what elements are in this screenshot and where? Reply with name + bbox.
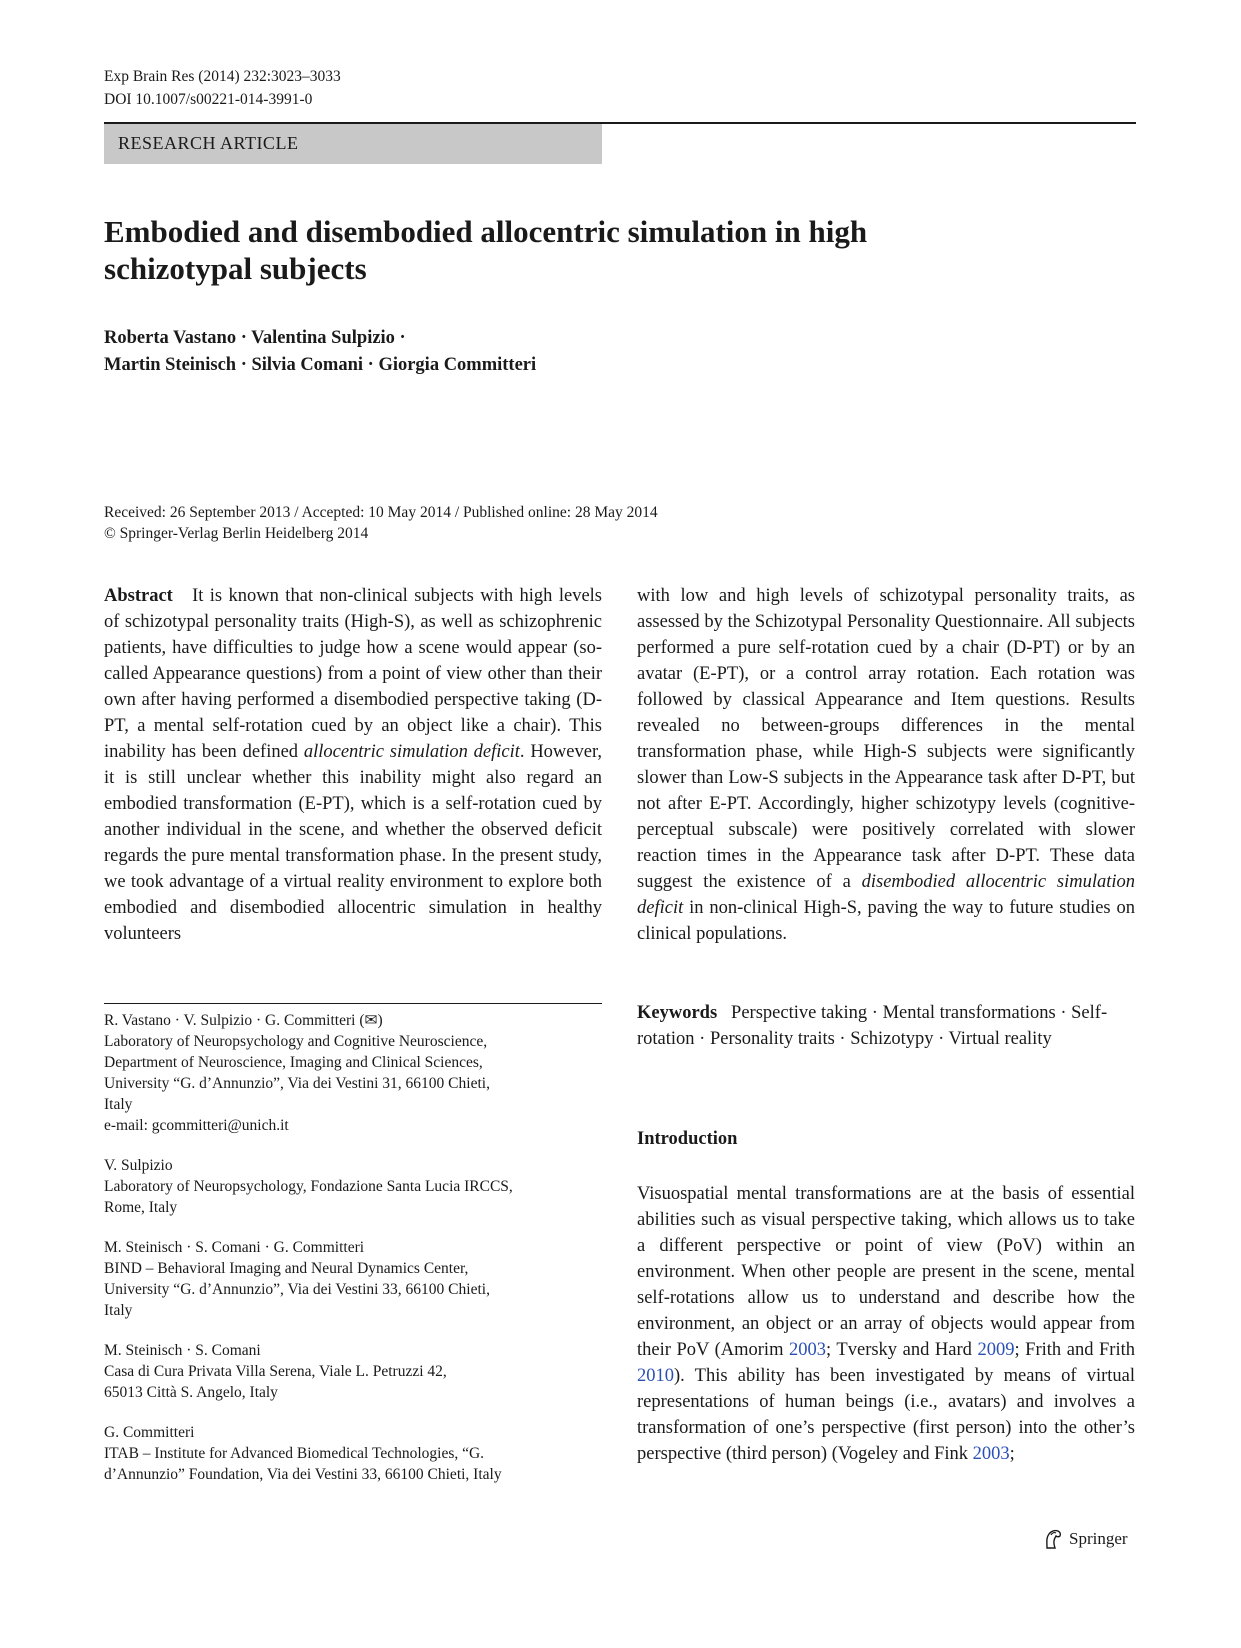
affiliation-line: Department of Neuroscience, Imaging and Clinical Sciences,	[104, 1054, 483, 1071]
footnote-rule	[104, 1003, 602, 1004]
affiliation-names: G. Committeri	[104, 1424, 195, 1441]
keywords	[637, 1000, 1135, 1052]
affiliation-block	[104, 1010, 602, 1136]
affiliation-names: M. Steinisch · S. Comani	[104, 1342, 261, 1359]
affiliation-block	[104, 1340, 602, 1403]
affiliation-line: ITAB – Institute for Advanced Biomedical Technologies, “G.	[104, 1445, 485, 1462]
intro-text: ;	[1009, 1444, 1015, 1464]
journal-citation: Exp Brain Res (2014) 232:3023–3033	[104, 68, 341, 85]
intro-text: ; Tversky and Hard	[826, 1340, 972, 1360]
affiliation-names: M. Steinisch · S. Comani · G. Committeri	[104, 1239, 365, 1256]
publication-dates	[104, 502, 658, 544]
affiliation-line: d’Annunzio” Foundation, Via dei Vestini 33, 66100 Chieti, Italy	[104, 1466, 502, 1483]
keywords-label: Keywords	[637, 1003, 718, 1023]
abstract-text-4: in non-clinical High-S, paving the way to future studies on clinical populations.	[637, 898, 1135, 944]
copyright: © Springer-Verlag Berlin Heidelberg 2014	[104, 525, 369, 542]
article-type: RESEARCH ARTICLE	[118, 133, 299, 153]
affiliation-line: Rome, Italy	[104, 1199, 178, 1216]
springer-horse-icon	[1043, 1528, 1063, 1550]
title-line-1: Embodied and disembodied allocentric simulation in high	[104, 214, 868, 249]
date-history: Received: 26 September 2013 / Accepted: 10 May 2014 / Published online: 28 May 2014	[104, 504, 658, 521]
author-list	[104, 325, 536, 379]
article-type-banner	[104, 124, 602, 164]
abstract-text-3: with low and high levels of schizotypal personality traits, as assessed by the Schizotypal Personality Questionnaire. All subjects performed a pure self-rotation cued by a chair (D-PT) or by an avatar (E-PT), or a control array rotation. Each rotation was followed by classical Appearance and Item questions. Results revealed no between-groups differences in the mental transformation phase, while High-S subjects were significantly slower than Low-S subjects in the Appearance task after D-PT, but not after E-PT. Accordingly, higher schizotypy levels (cognitive-perceptual subscale) were positively correlated with slower reaction times in the Appearance task after D-PT. These data suggest the existence of a	[637, 586, 1135, 892]
journal-header	[104, 65, 341, 111]
affiliation-line: University “G. d’Annunzio”, Via dei Vestini 31, 66100 Chieti,	[104, 1075, 490, 1092]
affiliation-line: Laboratory of Neuropsychology and Cognitive Neuroscience,	[104, 1033, 488, 1050]
publisher-name: Springer	[1069, 1529, 1128, 1548]
affiliation-line: Italy	[104, 1096, 133, 1113]
citation-link[interactable]: 2010	[637, 1366, 674, 1386]
affiliation-line: Laboratory of Neuropsychology, Fondazione Santa Lucia IRCCS,	[104, 1178, 513, 1195]
abstract-text-1: It is known that non-clinical subjects with high levels of schizotypal personality traits (High-S), as well as schizophrenic patients, have difficulties to judge how a scene would appear (so-called Appearance questions) from a point of view other than their own after having performed a disembodied perspective taking (D-PT, a mental self-rotation cued by an object like a chair). This inability has been defined	[104, 586, 602, 762]
intro-text: ; Frith and Frith	[1014, 1340, 1135, 1360]
affiliation-line: BIND – Behavioral Imaging and Neural Dynamics Center,	[104, 1260, 469, 1277]
abstract-text-2: . However, it is still unclear whether this inability might also regard an embodied transformation (E-PT), which is a self-rotation cued by another individual in the scene, and whether the observed deficit regards the pure mental transformation phase. In the present study, we took advantage of a virtual reality environment to explore both embodied and disembodied allocentric simulation in healthy volunteers	[104, 742, 602, 944]
section-heading-introduction: Introduction	[637, 1129, 738, 1149]
affiliation-block	[104, 1422, 602, 1485]
affiliation-block	[104, 1237, 602, 1321]
authors-line-1: Roberta Vastano · Valentina Sulpizio ·	[104, 328, 406, 348]
affiliations	[104, 1010, 602, 1504]
publisher-logo	[1043, 1528, 1128, 1550]
doi: DOI 10.1007/s00221-014-3991-0	[104, 91, 313, 108]
abstract-term-1: allocentric simulation deficit	[303, 742, 520, 762]
intro-text: ). This ability has been investigated by means of virtual representations of human beings (i.e., avatars) and involves a transformation of one’s perspective (first person) into the other’s perspective (third person) (Vogeley and Fink	[637, 1366, 1135, 1464]
intro-text: Visuospatial mental transformations are at the basis of essential abilities such as visual perspective taking, which allows us to take a different perspective or point of view (PoV) within an environment. When other people are present in the scene, mental self-rotations allow us to understand and describe how the environment, an object or an array of objects would appear from their PoV (Amorim	[637, 1184, 1135, 1360]
affiliation-line: University “G. d’Annunzio”, Via dei Vestini 33, 66100 Chieti,	[104, 1281, 490, 1298]
abstract-right	[637, 583, 1135, 947]
title-line-2: schizotypal subjects	[104, 251, 367, 286]
abstract-left	[104, 583, 602, 947]
affiliation-line: Italy	[104, 1302, 133, 1319]
email-link[interactable]: e-mail: gcommitteri@unich.it	[104, 1117, 289, 1134]
authors-line-2: Martin Steinisch · Silvia Comani · Giorgia Committeri	[104, 355, 537, 375]
introduction-text	[637, 1181, 1135, 1467]
affiliation-block	[104, 1155, 602, 1218]
citation-link[interactable]: 2003	[789, 1340, 827, 1360]
affiliation-line: 65013 Città S. Angelo, Italy	[104, 1384, 278, 1401]
affiliation-line: Casa di Cura Privata Villa Serena, Viale L. Petruzzi 42,	[104, 1363, 447, 1380]
abstract-term-2: disembodied allocentric simulation deficit	[637, 872, 1136, 918]
citation-link[interactable]: 2009	[977, 1340, 1015, 1360]
affiliation-names: V. Sulpizio	[104, 1157, 173, 1174]
keywords-text: Perspective taking · Mental transformations · Self-rotation · Personality traits · Schizotypy · Virtual reality	[637, 1003, 1108, 1049]
abstract-label: Abstract	[104, 586, 173, 606]
affiliation-names: R. Vastano · V. Sulpizio · G. Committeri (✉)	[104, 1012, 383, 1029]
citation-link[interactable]: 2003	[972, 1444, 1010, 1464]
article-title	[104, 213, 1004, 287]
